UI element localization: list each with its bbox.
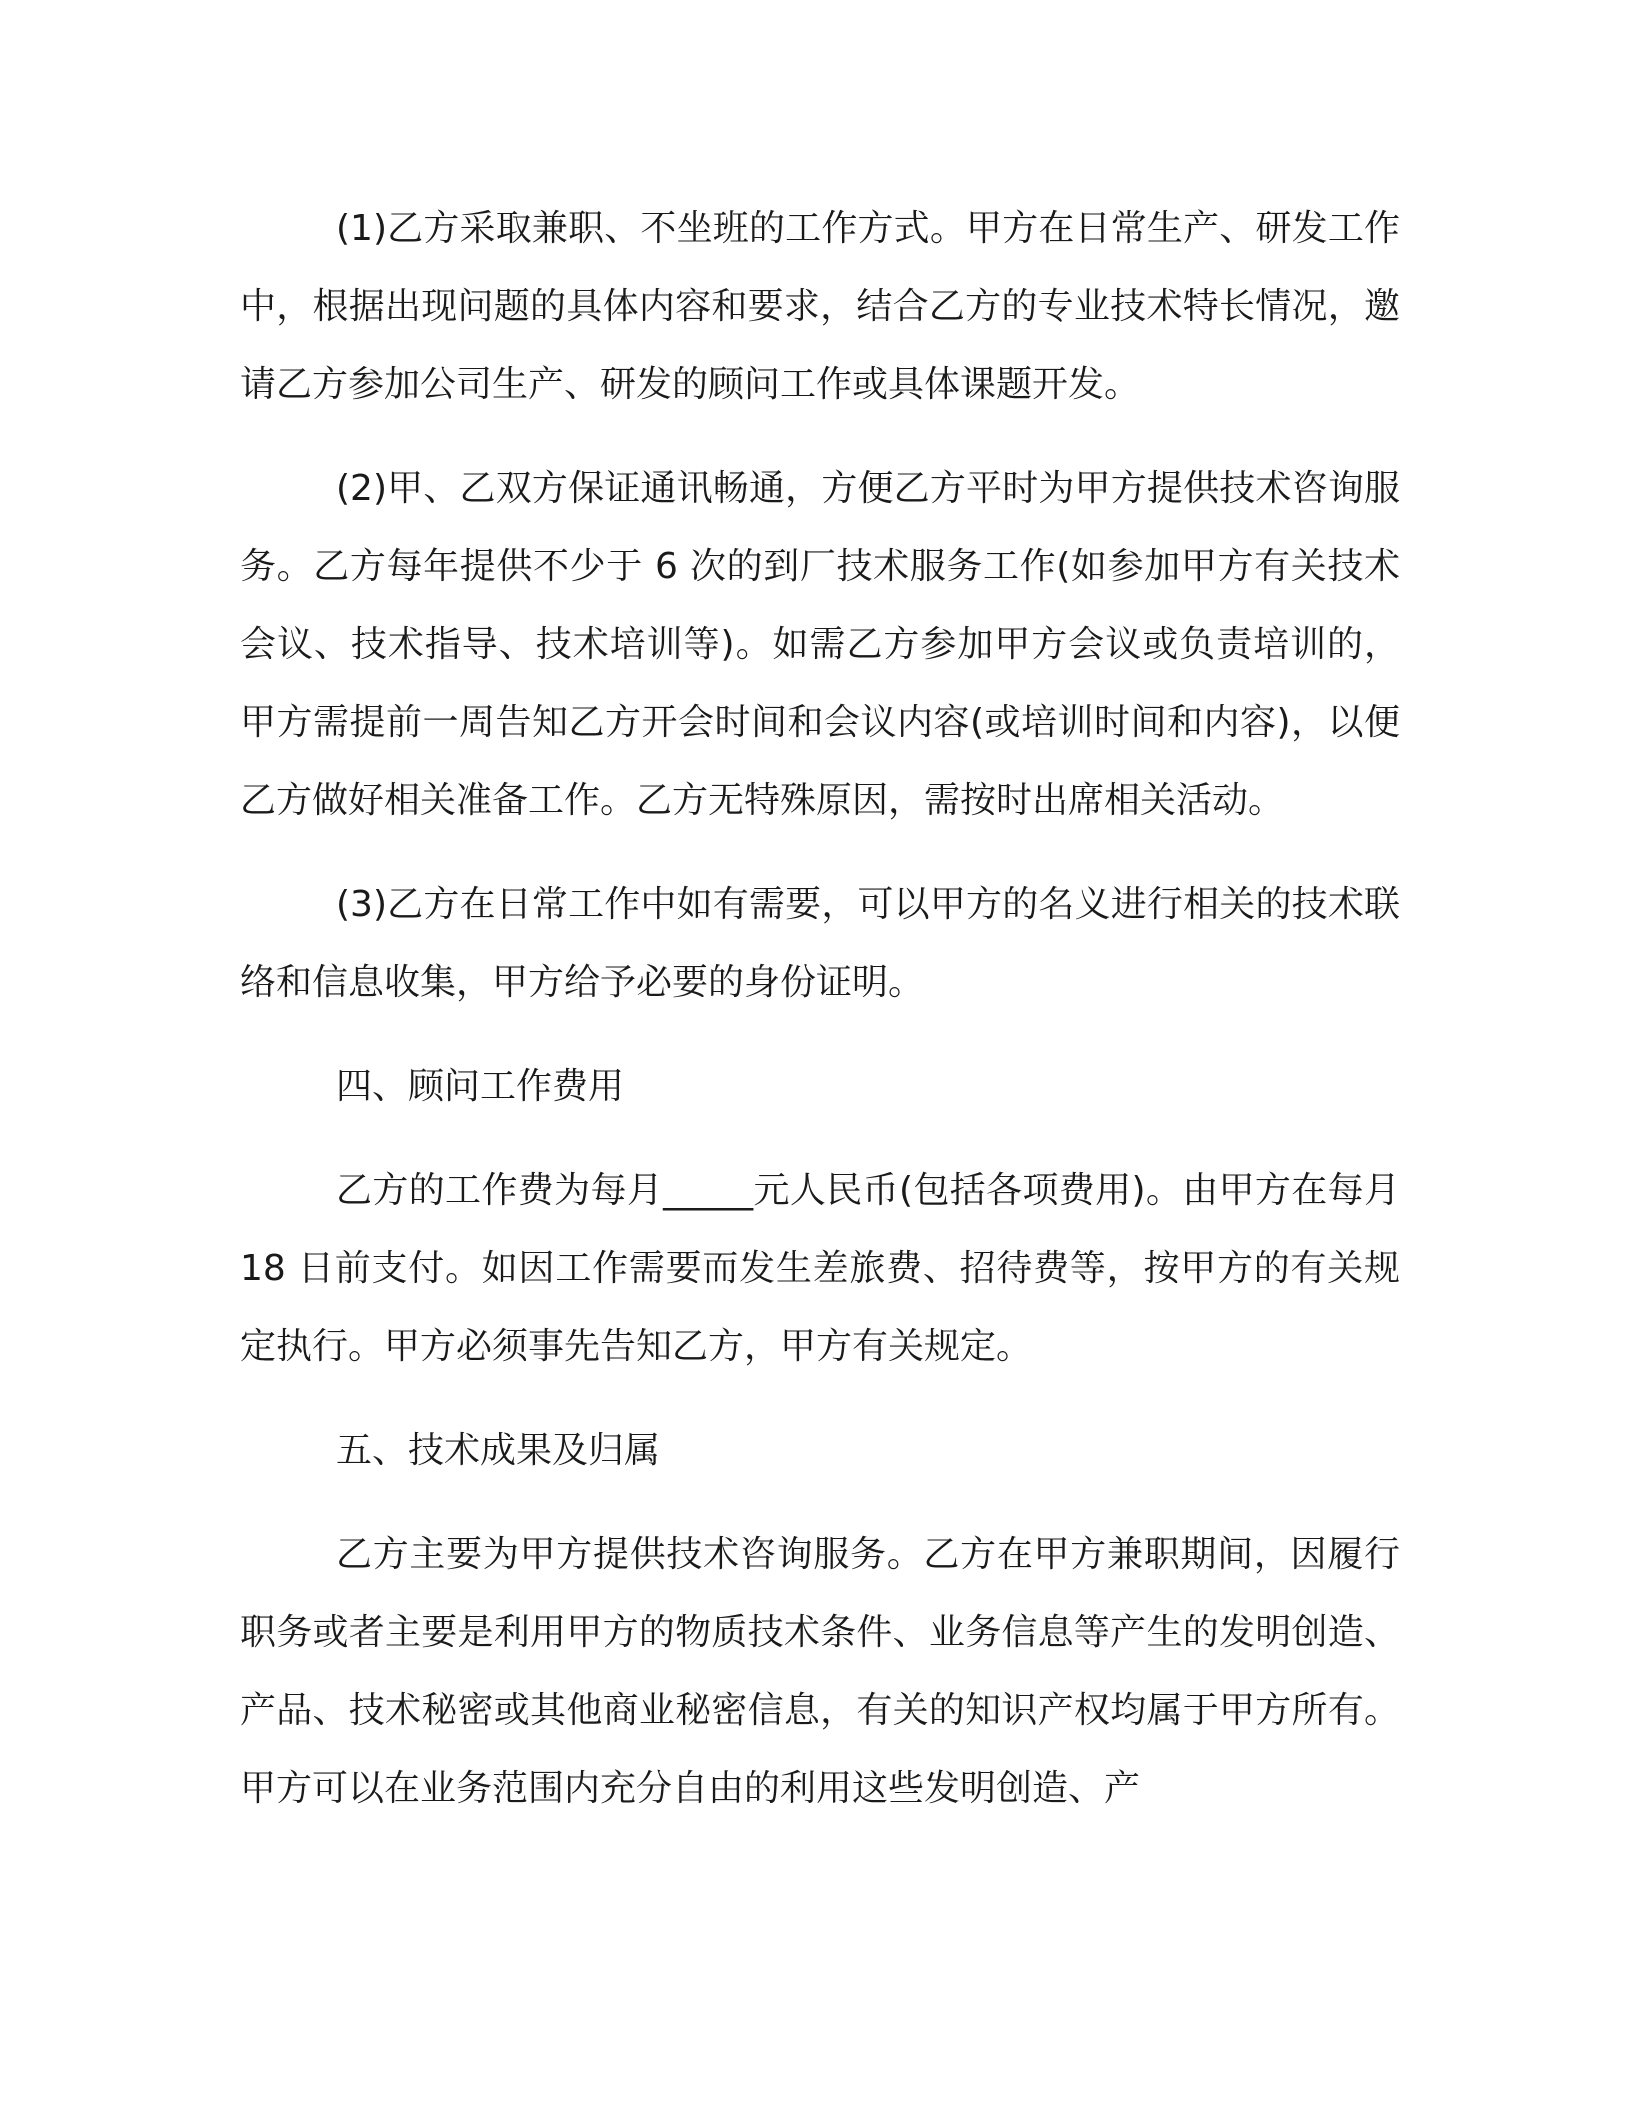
document-body	[240, 190, 1400, 1854]
section-heading: 五、技术成果及归属	[336, 1430, 661, 1471]
clause-paragraph: 乙方的工作费为每月_____元人民币(包括各项费用)。由甲方在每月 18 日前支付。如因工作需要而发生差旅费、招待费等，按甲方的有关规定执行。甲方必须事先告知乙方，甲方有关规定。	[240, 1170, 1400, 1367]
clause-paragraph: (3)乙方在日常工作中如有需要，可以甲方的名义进行相关的技术联络和信息收集，甲方给予必要的身份证明。	[240, 884, 1400, 1003]
section-heading: 四、顾问工作费用	[336, 1066, 625, 1107]
clause-paragraph: (2)甲、乙双方保证通讯畅通，方便乙方平时为甲方提供技术咨询服务。乙方每年提供不少于 6 次的到厂技术服务工作(如参加甲方有关技术会议、技术指导、技术培训等)。如需乙方参加甲方会议或负责培训的，甲方需提前一周告知乙方开会时间和会议内容(或培训时间和内容)，以便乙方做好相关准备工作。乙方无特殊原因，需按时出席相关活动。	[240, 468, 1400, 821]
clause-paragraph: (1)乙方采取兼职、不坐班的工作方式。甲方在日常生产、研发工作中，根据出现问题的具体内容和要求，结合乙方的专业技术特长情况，邀请乙方参加公司生产、研发的顾问工作或具体课题开发。	[240, 208, 1400, 405]
clause-paragraph: 乙方主要为甲方提供技术咨询服务。乙方在甲方兼职期间，因履行职务或者主要是利用甲方的物质技术条件、业务信息等产生的发明创造、产品、技术秘密或其他商业秘密信息，有关的知识产权均属于甲方所有。甲方可以在业务范围内充分自由的利用这些发明创造、产	[240, 1534, 1400, 1809]
